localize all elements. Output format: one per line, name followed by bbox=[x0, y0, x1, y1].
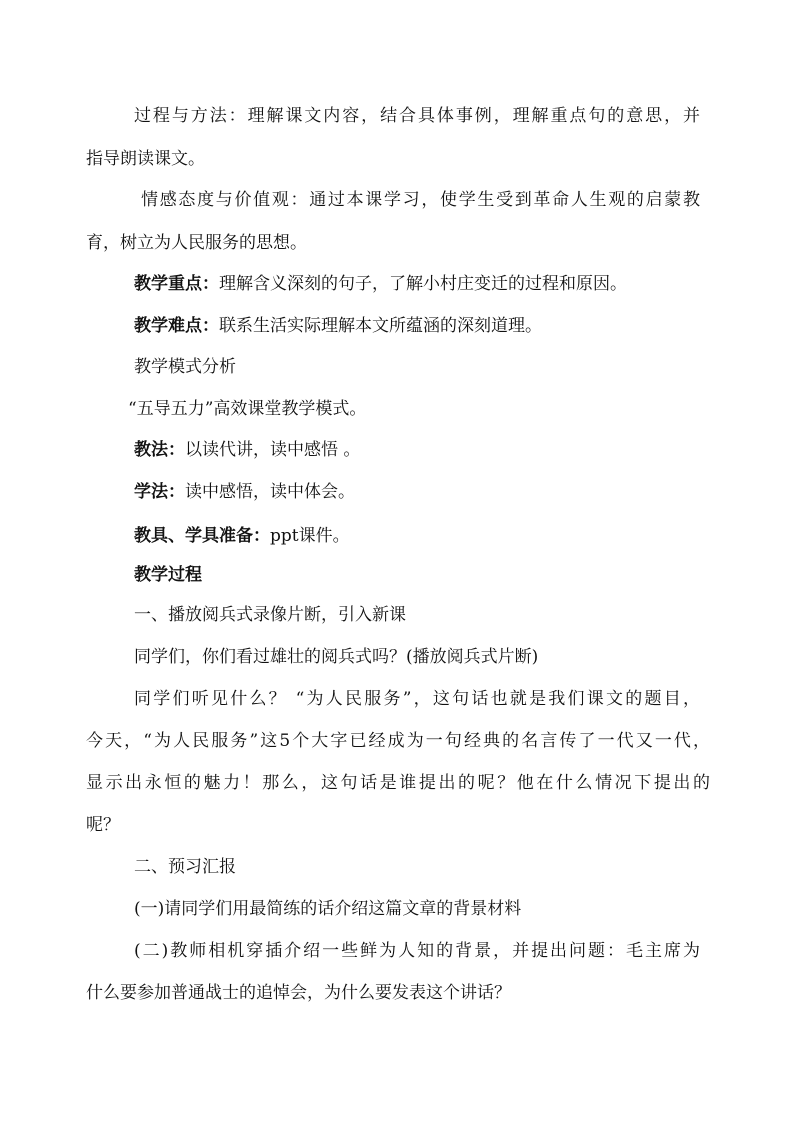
section-2-title: 二、预习汇报 bbox=[134, 857, 236, 877]
paragraph-line-4: 呢？ bbox=[86, 815, 120, 835]
sub-item-2-line-1: (二)教师相机穿插介绍一些鲜为人知的背景，并提出问题：毛主席为 bbox=[134, 941, 700, 961]
process-method-line-2: 指导朗读课文。 bbox=[86, 149, 205, 169]
mode-text: “五导五力”高效课堂教学模式。 bbox=[128, 399, 367, 419]
learn-method-label: 学法： bbox=[134, 482, 185, 502]
paragraph-line-2: 今天，“为人民服务”这5个大字已经成为一句经典的名言传了一代又一代， bbox=[86, 731, 710, 751]
tools-text: ppt课件。 bbox=[270, 526, 350, 546]
learn-method-text: 读中感悟，读中体会。 bbox=[185, 482, 355, 502]
key-point-text: 理解含义深刻的句子，了解小村庄变迁的过程和原因。 bbox=[219, 274, 627, 294]
sub-item-2-line-2: 什么要参加普通战士的追悼会，为什么要发表这个讲话？ bbox=[86, 983, 511, 1003]
difficulty-label: 教学难点： bbox=[134, 316, 219, 336]
tools-label: 教具、学具准备： bbox=[134, 526, 270, 546]
paragraph-line-1: 同学们听见什么？ “为人民服务”，这句话也就是我们课文的题目， bbox=[134, 689, 700, 709]
tools-row bbox=[134, 524, 700, 548]
emotion-line-2: 育，树立为人民服务的思想。 bbox=[86, 233, 307, 253]
emotion-line-1: 情感态度与价值观：通过本课学习，使学生受到革命人生观的启蒙教 bbox=[141, 190, 700, 210]
teach-method-text: 以读代讲，读中感悟 。 bbox=[185, 440, 361, 460]
section-1-title: 一、播放阅兵式录像片断，引入新课 bbox=[134, 605, 406, 625]
teach-method-label: 教法： bbox=[134, 440, 185, 460]
paragraph-line-3: 显示出永恒的魅力！那么，这句话是谁提出的呢？他在什么情况下提出的 bbox=[86, 773, 710, 793]
difficulty-row bbox=[134, 314, 700, 338]
process-heading: 教学过程 bbox=[134, 565, 202, 585]
key-point-row bbox=[134, 272, 700, 296]
mode-analysis-heading: 教学模式分析 bbox=[134, 357, 236, 377]
sub-item-1: (一)请同学们用最简练的话介绍这篇文章的背景材料 bbox=[134, 899, 522, 919]
process-method-line-1: 过程与方法：理解课文内容，结合具体事例，理解重点句的意思，并 bbox=[134, 106, 700, 126]
section-1-question: 同学们，你们看过雄壮的阅兵式吗？(播放阅兵式片断) bbox=[134, 647, 539, 667]
difficulty-text: 联系生活实际理解本文所蕴涵的深刻道理。 bbox=[219, 316, 542, 336]
learn-method-row bbox=[134, 480, 700, 504]
key-point-label: 教学重点： bbox=[134, 274, 219, 294]
teach-method-row bbox=[134, 438, 700, 462]
